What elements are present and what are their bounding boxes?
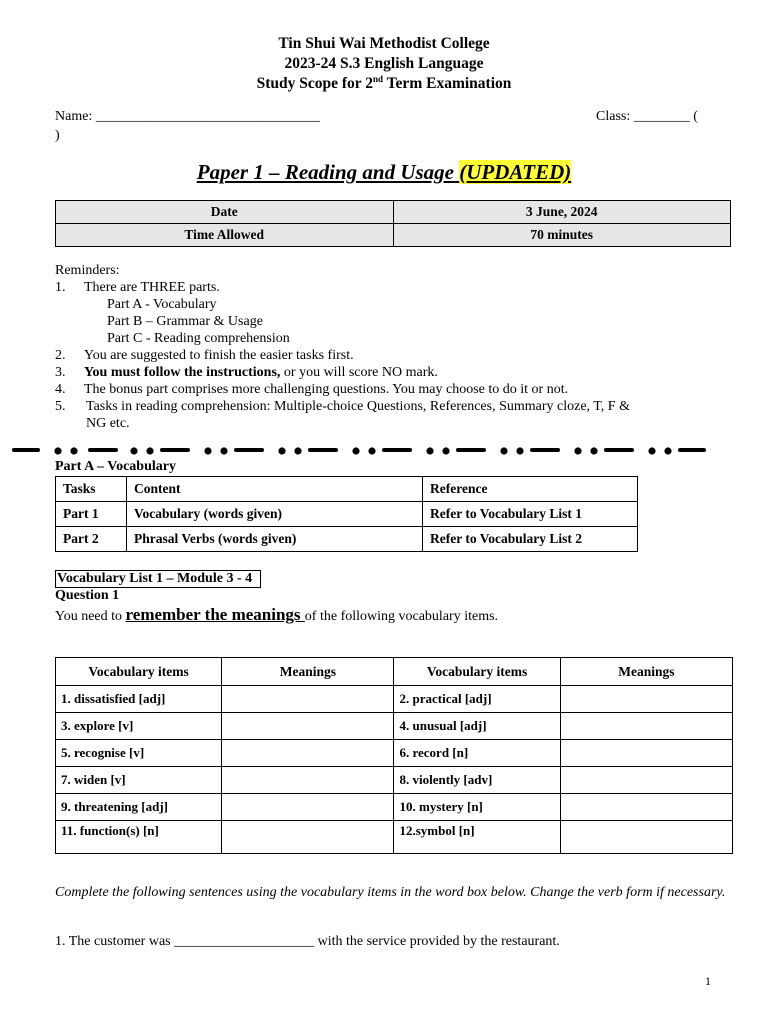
reminder-item: 2. You are suggested to finish the easier tasks first.: [55, 348, 354, 363]
meaning-blank[interactable]: [560, 713, 732, 740]
vocab-item: 3. explore [v]: [56, 713, 222, 740]
time-label: Time Allowed: [56, 224, 394, 247]
column-header: Tasks: [56, 477, 127, 502]
reminder-item: 4. The bonus part comprises more challenging questions. You may choose to do it or not.: [55, 382, 569, 397]
table-row: [56, 686, 733, 713]
vocab-item: 5. recognise [v]: [56, 740, 222, 767]
meaning-blank[interactable]: [222, 686, 394, 713]
reminder-item: 3. You must follow the instructions, or you will score NO mark.: [55, 365, 438, 380]
table-row: [56, 821, 733, 854]
vocab-item: 4. unusual [adj]: [394, 713, 560, 740]
name-field: Name: ________________________________: [55, 109, 320, 124]
table-header-row: [56, 658, 733, 686]
page-number: 1: [705, 974, 711, 988]
reminder-subitem: Part C - Reading comprehension: [107, 331, 290, 346]
exam-info-table: [55, 200, 731, 247]
column-header: Content: [127, 477, 423, 502]
meaning-blank[interactable]: [222, 740, 394, 767]
reference-cell: Refer to Vocabulary List 2: [423, 527, 638, 552]
vocab-table: [55, 657, 733, 854]
meaning-blank[interactable]: [560, 686, 732, 713]
reminder-subitem: Part B – Grammar & Usage: [107, 314, 263, 329]
content-cell: Vocabulary (words given): [127, 502, 423, 527]
column-header: Meanings: [560, 658, 732, 686]
class-field-close: ): [55, 128, 60, 143]
exercise-instruction: Complete the following sentences using the vocabulary items in the word box below. Change the verb form if necessary.: [55, 885, 726, 900]
vocab-item: 11. function(s) [n]: [56, 821, 222, 854]
reminder-continuation: NG etc.: [86, 416, 130, 431]
question-description: You need to remember the meanings of the following vocabulary items.: [55, 605, 499, 624]
meaning-blank[interactable]: [560, 821, 732, 854]
table-row: [56, 767, 733, 794]
reference-cell: Refer to Vocabulary List 1: [423, 502, 638, 527]
course-title: 2023-24 S.3 English Language: [284, 55, 484, 72]
part-a-tasks-table: [55, 476, 638, 552]
time-value: 70 minutes: [393, 224, 731, 247]
table-row: [56, 527, 638, 552]
meaning-blank[interactable]: [560, 794, 732, 821]
meaning-blank[interactable]: [560, 767, 732, 794]
table-row: [56, 740, 733, 767]
vocab-item: 6. record [n]: [394, 740, 560, 767]
reminder-item: 5. Tasks in reading comprehension: Multiple-choice Questions, References, Summary cloze, T, F &: [55, 399, 630, 414]
meaning-blank[interactable]: [560, 740, 732, 767]
updated-badge: (UPDATED): [459, 160, 572, 184]
reminders-section: [55, 262, 735, 432]
part-a-title: Part A – Vocabulary: [55, 459, 176, 474]
meaning-blank[interactable]: [222, 821, 394, 854]
column-header: Vocabulary items: [394, 658, 560, 686]
table-row: [56, 224, 731, 247]
paper-title: Paper 1 – Reading and Usage (UPDATED): [196, 160, 572, 184]
document-header: [0, 34, 768, 94]
task-cell: Part 2: [56, 527, 127, 552]
vocab-item: 9. threatening [adj]: [56, 794, 222, 821]
table-row: [56, 201, 731, 224]
column-header: Reference: [423, 477, 638, 502]
vocab-item: 7. widen [v]: [56, 767, 222, 794]
table-row: [56, 502, 638, 527]
meaning-blank[interactable]: [222, 713, 394, 740]
table-row: [56, 713, 733, 740]
study-scope-title: Study Scope for 2nd Term Examination: [256, 73, 512, 92]
meaning-blank[interactable]: [222, 767, 394, 794]
exercise-sentence: 1. The customer was ____________________ with the service provided by the restaurant.: [55, 934, 560, 949]
column-header: Vocabulary items: [56, 658, 222, 686]
question-heading: Question 1: [55, 588, 120, 603]
meaning-blank[interactable]: [222, 794, 394, 821]
reminders-heading: Reminders:: [55, 263, 120, 278]
vocab-item: 8. violently [adv]: [394, 767, 560, 794]
school-name: Tin Shui Wai Methodist College: [278, 35, 490, 52]
date-label: Date: [56, 201, 394, 224]
table-row: [56, 794, 733, 821]
reminder-item: 1. There are THREE parts.: [55, 280, 220, 295]
date-value: 3 June, 2024: [393, 201, 731, 224]
vocab-item: 12.symbol [n]: [394, 821, 560, 854]
vocab-item: 1. dissatisfied [adj]: [56, 686, 222, 713]
class-field: Class: ________ (: [596, 109, 698, 124]
vocab-item: 2. practical [adj]: [394, 686, 560, 713]
task-cell: Part 1: [56, 502, 127, 527]
content-cell: Phrasal Verbs (words given): [127, 527, 423, 552]
vocab-list-title: Vocabulary List 1 – Module 3 - 4: [55, 570, 261, 588]
table-header-row: [56, 477, 638, 502]
reminder-subitem: Part A - Vocabulary: [107, 297, 217, 312]
vocab-item: 10. mystery [n]: [394, 794, 560, 821]
section-divider: [10, 444, 710, 456]
column-header: Meanings: [222, 658, 394, 686]
